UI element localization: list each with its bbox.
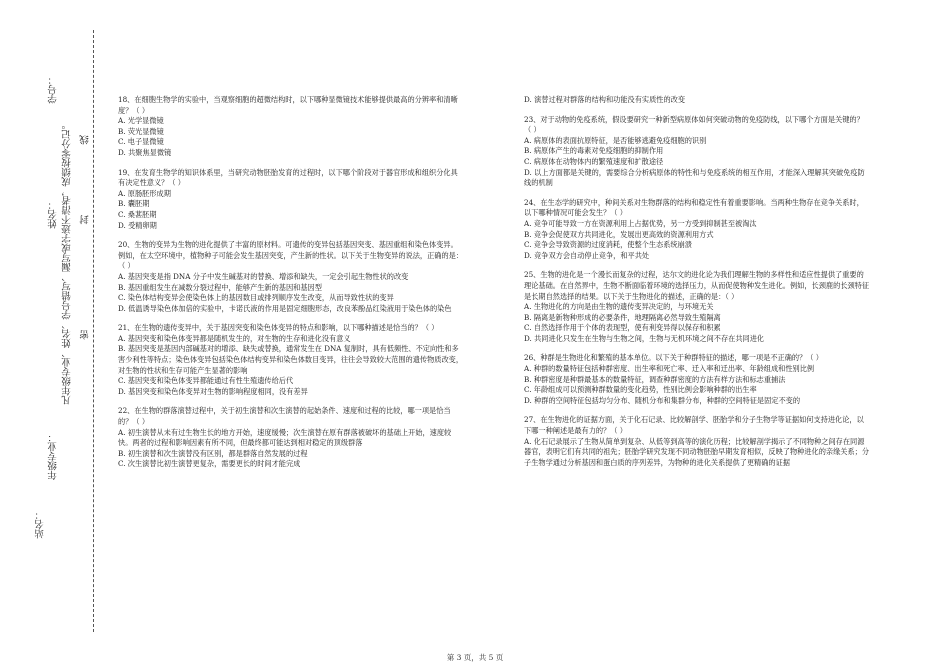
question-q25 [524,270,869,344]
answer-option[interactable]: B. 荧光显微镜 [118,126,164,136]
question-q18 [118,95,463,159]
left-column [118,95,463,479]
answer-option[interactable]: C. 竞争会导致资源的过度消耗，使整个生态系统崩溃 [524,240,692,250]
question-q23 [524,115,869,189]
binding-school-label: 站名： [35,510,46,539]
answer-option[interactable]: A. 化石记录展示了生物从简单到复杂、从低等到高等的演化历程；比较解剖学揭示了不同物种之间存在同源器官，表明它们有共同的祖先；胚胎学研究发现不同动物胚胎早期发育相似，反映了物种进化的亲缘关系；分子生物学通过分析基因和蛋白质的序列差异，为物种的进化关系提供了更精确的证据 [524,436,870,467]
answer-option[interactable]: C. 基因突变和染色体变异都能通过有性生殖遗传给后代 [118,376,294,386]
answer-option[interactable]: D. 受精卵期 [118,220,157,230]
answer-option[interactable]: B. 基因重组发生在减数分裂过程中，能够产生新的基因和基因型 [118,282,322,292]
answer-option[interactable]: D. 共聚焦显微镜 [118,147,172,157]
question-q27 [524,415,869,468]
question-stem: 27、在生物进化的证据方面，关于化石记录、比较解剖学、胚胎学和分子生物学等证据如何支持进化论，以下哪一种阐述是最有力的？（ ） [524,415,864,436]
question-q22 [118,406,463,470]
answer-option[interactable]: C. 染色体结构变异会使染色体上的基因数目或排列顺序发生改变，从而导致性状的变异 [118,293,394,303]
binding-margin [0,0,115,672]
question-stem: 23、对于动物的免疫系统，假设要研究一种新型病原体如何突破动物的免疫防线，以下哪个方面是关键的？（ ） [524,114,864,135]
answer-option[interactable]: D. 基因突变和染色体变异对生物的影响程度相同，没有差异 [118,386,308,396]
question-stem: 24、在生态学的研究中，种间关系对生物群落的结构和稳定性有着重要影响。当两种生物存在竞争关系时，以下哪种情况可能会发生？（ ） [524,197,864,218]
binding-seal-xian: 线 [80,135,91,145]
answer-option[interactable]: C. 次生演替比初生演替更复杂，需要更长的时间才能完成 [118,459,301,469]
answer-option[interactable]: B. 基因突变是基因内部碱基对的增添、缺失或替换，通常发生在 DNA 复制时，具有低频性、不定向性和多害少利性等特点；染色体变异包括染色体结构变异和染色体数目变异，往往会导致较大范围的遗传物质改变，对生物的性状和生存可能产生显著的影响 [118,344,464,375]
answer-option[interactable]: B. 竞争会促使双方共同进化，发展出更高效的资源利用方式 [524,229,714,239]
answer-option[interactable]: B. 种群密度是种群最基本的数量特征，调查种群密度的方法有样方法和标志重捕法 [524,374,786,384]
question-q21 [118,323,463,397]
question-stem: 26、种群是生物进化和繁殖的基本单位。以下关于种群特征的描述，哪一项是不正确的？（ ） [524,353,823,363]
question-stem: 25、生物的进化是一个漫长而复杂的过程，达尔文的进化论为我们理解生物的多样性和适应性提供了重要的理论基础。在自然界中，生物不断面临着环境的选择压力，从而促使物种发生进化。例如，长颈鹿的长颈特征是长期自然选择的结果。以下关于生物进化的描述，正确的是：（ ） [524,270,870,301]
page-footer: 第 3 页，共 5 页 [446,653,504,662]
answer-option[interactable]: D. 低温诱导染色体加倍的实验中，卡诺氏液的作用是固定细胞形态，改良苯酚品红染液用于染色体的染色 [118,303,452,313]
question-q20 [118,240,463,314]
question-stem: 21、在生物的遗传变异中，关于基因突变和染色体变异的特点和影响，以下哪种描述是恰当的？（ ） [118,323,439,333]
answer-option[interactable]: D. 共同进化只发生在生物与生物之间，生物与无机环境之间不存在共同进化 [524,333,765,343]
answer-option[interactable]: B. 病原体产生的毒素对免疫细胞的抑制作用 [524,146,664,156]
cut-line [93,30,94,632]
question-q22d [524,95,869,106]
answer-option[interactable]: C. 自然选择作用于个体的表现型，使有利变异得以保存和积累 [524,323,721,333]
answer-option[interactable]: D. 种群的空间特征包括均匀分布、随机分布和集群分布，种群的空间特征是固定不变的 [524,395,801,405]
answer-option[interactable]: A. 生物进化的方向是由生物的遗传变异决定的，与环境无关 [524,302,714,312]
answer-option[interactable]: A. 原肠胚形成期 [118,188,171,198]
question-stem: 18、在细胞生物学的实验中，当观察细胞的超微结构时，以下哪种显微镜技术能够提供最高的分辨率和清晰度？（ ） [118,95,458,115]
answer-option[interactable]: A. 初生演替从未有过生物生长的地方开始，速度缓慢；次生演替在原有群落被破坏的基础上开始，速度较快。两者的过程和影响因素有所不同，但最终都可能达到相对稳定的顶级群落 [118,427,452,448]
binding-grade-label: 年级专业： [48,432,59,480]
question-q24 [524,198,869,262]
question-stem: 19、在发育生物学的知识体系里，当研究动物胚胎发育的过程时，以下哪个阶段对于器官形成和组织分化具有决定性意义？（ ） [118,167,458,188]
question-stem: 22、在生物的群落演替过程中，关于初生演替和次生演替的起始条件、速度和过程的比较，哪一项是恰当的？（ ） [118,406,451,427]
question-q26 [524,353,869,406]
binding-seal-mi: 密 [80,330,91,340]
answer-option[interactable]: A. 竞争可能导致一方在资源利用上占据优势，另一方受到抑制甚至被淘汰 [524,218,757,228]
answer-option[interactable]: B. 囊胚期 [118,199,150,209]
answer-option[interactable]: A. 病原体的表面抗原特征，是否能够逃避免疫细胞的识别 [524,135,707,145]
answer-option[interactable]: C. 桑葚胚期 [118,209,157,219]
answer-option[interactable]: B. 初生演替和次生演替没有区别，都是群落自然发展的过程 [118,448,308,458]
binding-student-no: 学号： [48,75,59,104]
question-q19 [118,168,463,232]
binding-seal-feng: 封 [80,215,91,225]
answer-option[interactable]: D. 竞争双方会自动停止竞争，和平共处 [524,250,650,260]
binding-name-label: 姓名： [48,200,59,229]
answer-option[interactable]: D. 以上方面都是关键的，需要综合分析病原体的特性和与免疫系统的相互作用，才能深入理解其突破免疫防线的机制 [524,167,865,188]
binding-notice: 凡年级专业、姓名、学号错写、漏写或字迹不清者，成绩按零分记。 [62,120,73,405]
answer-option[interactable]: A. 光学显微镜 [118,116,164,126]
answer-option[interactable]: A. 基因突变是指 DNA 分子中发生碱基对的替换、增添和缺失，一定会引起生物性状的改变 [118,271,409,281]
right-column [524,95,869,477]
answer-option[interactable]: A. 种群的数量特征包括种群密度、出生率和死亡率、迁入率和迁出率、年龄组成和性别比例 [524,364,815,374]
answer-option[interactable]: C. 电子显微镜 [118,137,164,147]
question-stem: 20、生物的变异为生物的进化提供了丰富的原材料。可遗传的变异包括基因突变、基因重组和染色体变异。例如，在太空环境中，植物种子可能会发生基因突变，产生新的性状。以下关于生物变异的说法，正确的是：（ ） [118,240,464,271]
answer-option[interactable]: D. 演替过程对群落的结构和功能没有实质性的改变 [524,95,686,104]
answer-option[interactable]: B. 隔离是新物种形成的必要条件，地理隔离必然导致生殖隔离 [524,312,721,322]
answer-option[interactable]: C. 病原体在动物体内的繁殖速度和扩散途径 [524,156,664,166]
answer-option[interactable]: A. 基因突变和染色体变异都是随机发生的，对生物的生存和进化没有意义 [118,333,351,343]
answer-option[interactable]: C. 年龄组成可以预测种群数量的变化趋势，性别比例会影响种群的出生率 [524,385,757,395]
